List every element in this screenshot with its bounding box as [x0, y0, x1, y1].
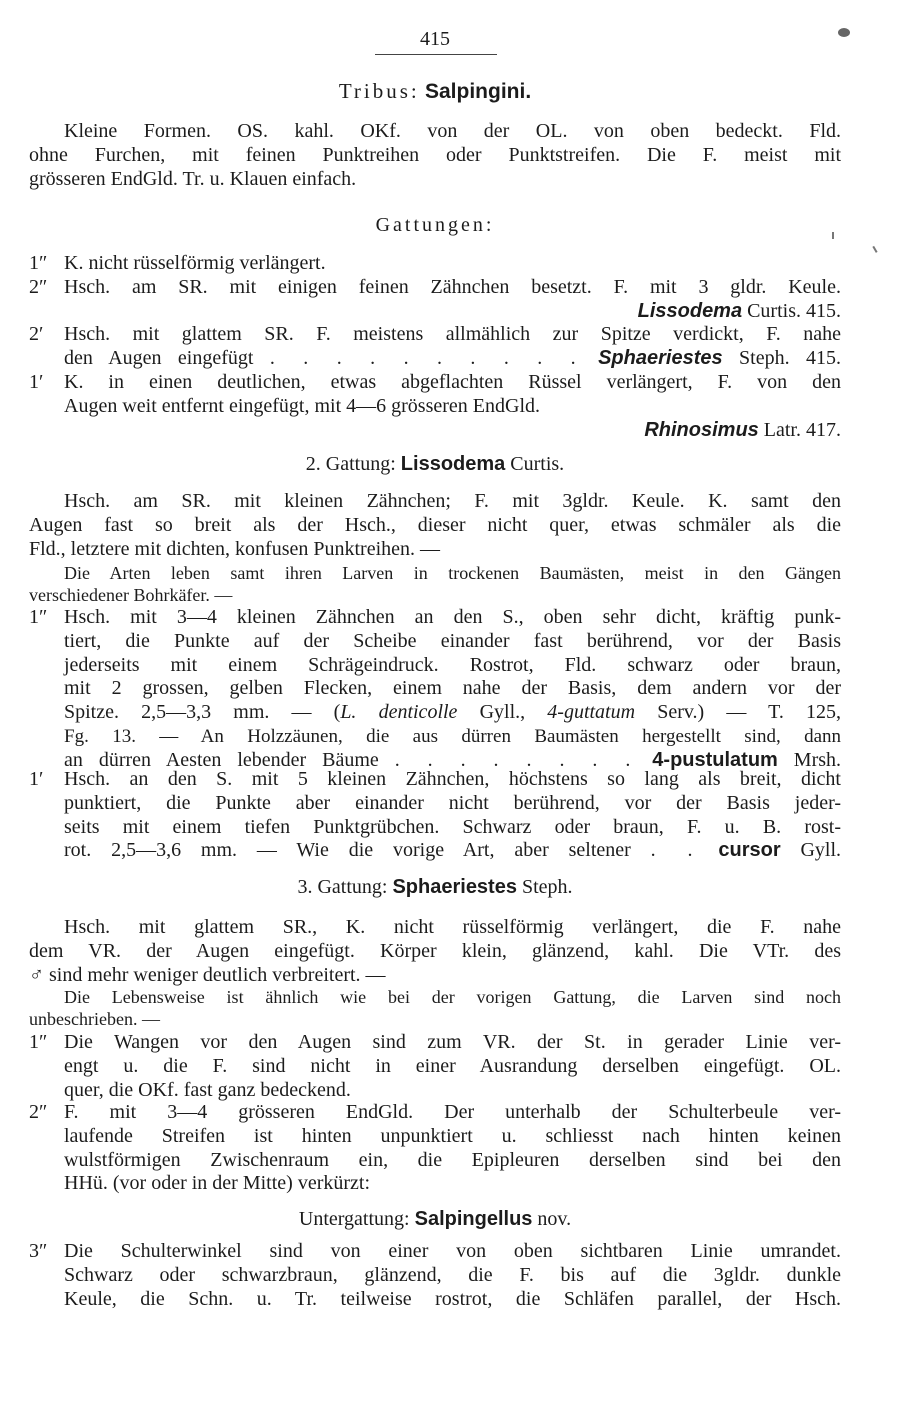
text-line: Die Lebensweise ist ähnlich wie bei der vorigen Gattung, die Larven sind noch — [64, 987, 841, 1007]
subgenus-name: Salpingellus — [414, 1208, 533, 1230]
genus-author: Curtis. 415. — [747, 299, 841, 322]
key-number: 1″ — [29, 1031, 48, 1053]
lissodema-biology — [29, 563, 841, 606]
key-number: 1″ — [29, 606, 48, 628]
subgenus-suffix: nov. — [537, 1208, 572, 1230]
genus-name: Lissodema — [637, 299, 743, 322]
leader-dots: . . . . . . . . . . — [269, 347, 582, 370]
text-line: HHü. (vor oder in der Mitte) verkürzt: — [64, 1172, 371, 1195]
tribus-name: Salpingini. — [425, 80, 532, 103]
key-number: 3″ — [29, 1240, 48, 1262]
text-line: dem VR. der Augen eingefügt. Körper klein, glänzend, kahl. Die VTr. des — [29, 939, 841, 962]
text-line: Die Schulterwinkel sind von einer von oben sichtbaren Linie umrandet. — [64, 1240, 841, 1262]
key-text: Hsch. mit glattem SR. F. meistens allmählich zur Spitze verdickt, F. nahe — [64, 323, 841, 346]
key-text: den Augen eingefügt — [64, 347, 254, 370]
text-line: grösseren EndGld. Tr. u. Klauen einfach. — [29, 167, 357, 190]
text-line: wulstförmigen Zwischenraum ein, die Epipleuren derselben sind bei den — [64, 1148, 841, 1171]
key-number: 2″ — [29, 1101, 48, 1123]
text-line: F. mit 3—4 grösseren EndGld. Der unterhalb der Schulterbeule ver- — [64, 1101, 841, 1123]
species-name: 4-pustulatum — [652, 748, 778, 771]
key-text: Hsch. am SR. mit einigen feinen Zähnchen besetzt. F. mit 3 gldr. Keule. — [64, 275, 841, 298]
header-rule — [375, 54, 497, 55]
text-line: Hsch. mit 3—4 kleinen Zähnchen an den S., oben sehr dicht, kräftig punk- — [64, 606, 841, 628]
section-author: Steph. — [521, 876, 573, 898]
text-line: Kleine Formen. OS. kahl. OKf. von der OL. von oben bedeckt. Fld. — [64, 120, 841, 142]
key-number: 1″ — [29, 252, 48, 274]
key-number: 1′ — [29, 768, 44, 790]
key-text: K. in einen deutlichen, etwas abgeflachten Rüssel verlängert, F. von den — [64, 370, 841, 393]
tribus-label: Tribus: — [338, 79, 420, 103]
text-line: Hsch. mit glattem SR., K. nicht rüsselförmig verlängert, die F. nahe — [64, 916, 841, 938]
lissodema-description — [29, 490, 841, 561]
text-line: engt u. die F. sind nicht in einer Ausrandung derselben eingefügt. OL. — [64, 1054, 841, 1077]
section-prefix: 3. Gattung: — [297, 876, 388, 898]
key-entry — [29, 252, 841, 276]
text-line: tiert, die Punkte auf der Scheibe einander fast berührend, vor der Basis — [64, 629, 841, 652]
text-line: ohne Furchen, mit feinen Punktreihen oder Punktstreifen. Die F. meist mit — [29, 143, 841, 166]
tribus-heading — [29, 80, 841, 104]
key-number: 2′ — [29, 323, 44, 346]
section-author: Curtis. — [510, 453, 565, 475]
tribus-intro — [29, 120, 841, 191]
key-number: 1′ — [29, 370, 44, 393]
text-line: Die Arten leben samt ihren Larven in trockenen Baumästen, meist in den Gängen — [64, 563, 841, 583]
sphaeriestes-biology — [29, 987, 841, 1030]
leader-dots: . . — [650, 839, 699, 862]
genus-name: Sphaeriestes — [598, 347, 723, 370]
subgenus-heading — [29, 1208, 841, 1232]
synonym: 4-guttatum — [547, 701, 636, 724]
text-line: Keule, die Schn. u. Tr. teilweise rostrot, die Schläfen parallel, der Hsch. — [64, 1287, 841, 1310]
key-text: K. nicht rüsselförmig verlängert. — [64, 252, 326, 274]
species-entry — [29, 768, 841, 863]
text-line: mit 2 grossen, gelben Flecken, einem nahe der Basis, dem andern vor der — [64, 677, 841, 700]
speck-mark — [872, 246, 877, 253]
text-line: quer, die OKf. fast ganz bedeckend. — [64, 1078, 351, 1101]
text-line: unbeschrieben. — — [29, 1008, 160, 1029]
text-line: Hsch. am SR. mit kleinen Zähnchen; F. mit 3gldr. Keule. K. samt den — [64, 490, 841, 512]
species-entry — [29, 606, 841, 773]
key-number: 2″ — [29, 275, 48, 298]
page-number: 415 — [420, 28, 450, 50]
gattungen-heading: Gattungen: — [375, 214, 495, 236]
section-heading-sphaeriestes — [29, 876, 841, 900]
sphaeriestes-description — [29, 916, 841, 987]
key-entry — [29, 371, 841, 442]
page-header — [29, 28, 841, 52]
text-line: seits mit einem tiefen Punktgrübchen. Schwarz oder braun, F. u. B. rost- — [64, 815, 841, 838]
text-line: verschiedener Bohrkäfer. — — [29, 584, 233, 605]
species-name: cursor — [718, 839, 781, 862]
text-line: Fld., letztere mit dichten, konfusen Punktreihen. — — [29, 537, 441, 560]
text-line: Hsch. an den S. mit 5 kleinen Zähnchen, höchstens so lang als breit, dicht — [64, 768, 841, 790]
text-line: Schwarz oder schwarzbraun, glänzend, die F. bis auf die 3gldr. dunkle — [64, 1263, 841, 1286]
key-entry — [29, 276, 841, 324]
key-entry — [29, 323, 841, 371]
section-prefix: 2. Gattung: — [305, 453, 396, 475]
text-line: an dürren Aesten lebender Bäume — [64, 748, 379, 771]
key-text: Augen weit entfernt eingefügt, mit 4—6 grösseren EndGld. — [64, 394, 540, 417]
genus-author: Steph. 415. — [739, 347, 842, 370]
text-line: Fg. 13. — An Holzzäunen, die aus dürren Baumästen hergestellt sind, dann — [64, 725, 841, 747]
genus-name: Rhinosimus — [644, 418, 759, 441]
leader-dots: . . . . . . . . — [394, 748, 637, 771]
species-author: Gyll. — [800, 839, 842, 862]
section-genus: Lissodema — [400, 453, 506, 475]
text-line: ♂ sind mehr weniger deutlich verbreitert. — — [29, 963, 386, 986]
text-line: Augen fast so breit als der Hsch., dieser nicht quer, etwas schmäler als die — [29, 513, 841, 536]
key-entry — [29, 1031, 841, 1102]
section-genus: Sphaeriestes — [392, 876, 517, 898]
text-line: Spitze. 2,5—3,3 mm. — (L. denticolle Gyll., 4-guttatum Serv.) — T. 125, — [64, 701, 842, 724]
subgenus-prefix: Untergattung: — [298, 1208, 410, 1230]
section-heading-lissodema — [29, 453, 841, 477]
key-entry — [29, 1240, 841, 1311]
text-line: Die Wangen vor den Augen sind zum VR. der St. in gerader Linie ver- — [64, 1031, 841, 1053]
species-author: Mrsh. — [793, 748, 842, 771]
text-line: rot. 2,5—3,6 mm. — Wie die vorige Art, aber seltener — [64, 839, 631, 862]
genus-key — [29, 252, 841, 442]
text-line: punktiert, die Punkte aber einander nicht berührend, vor der Basis jeder- — [64, 791, 841, 814]
text-line: laufende Streifen ist hinten unpunktiert u. schliesst nach hinten keinen — [64, 1124, 841, 1147]
key-entry — [29, 1101, 841, 1196]
synonym: L. denticolle — [340, 701, 458, 724]
genus-author: Latr. 417. — [763, 418, 841, 441]
text-line: jederseits mit einem Schrägeindruck. Rostrot, Fld. schwarz oder braun, — [64, 653, 841, 676]
